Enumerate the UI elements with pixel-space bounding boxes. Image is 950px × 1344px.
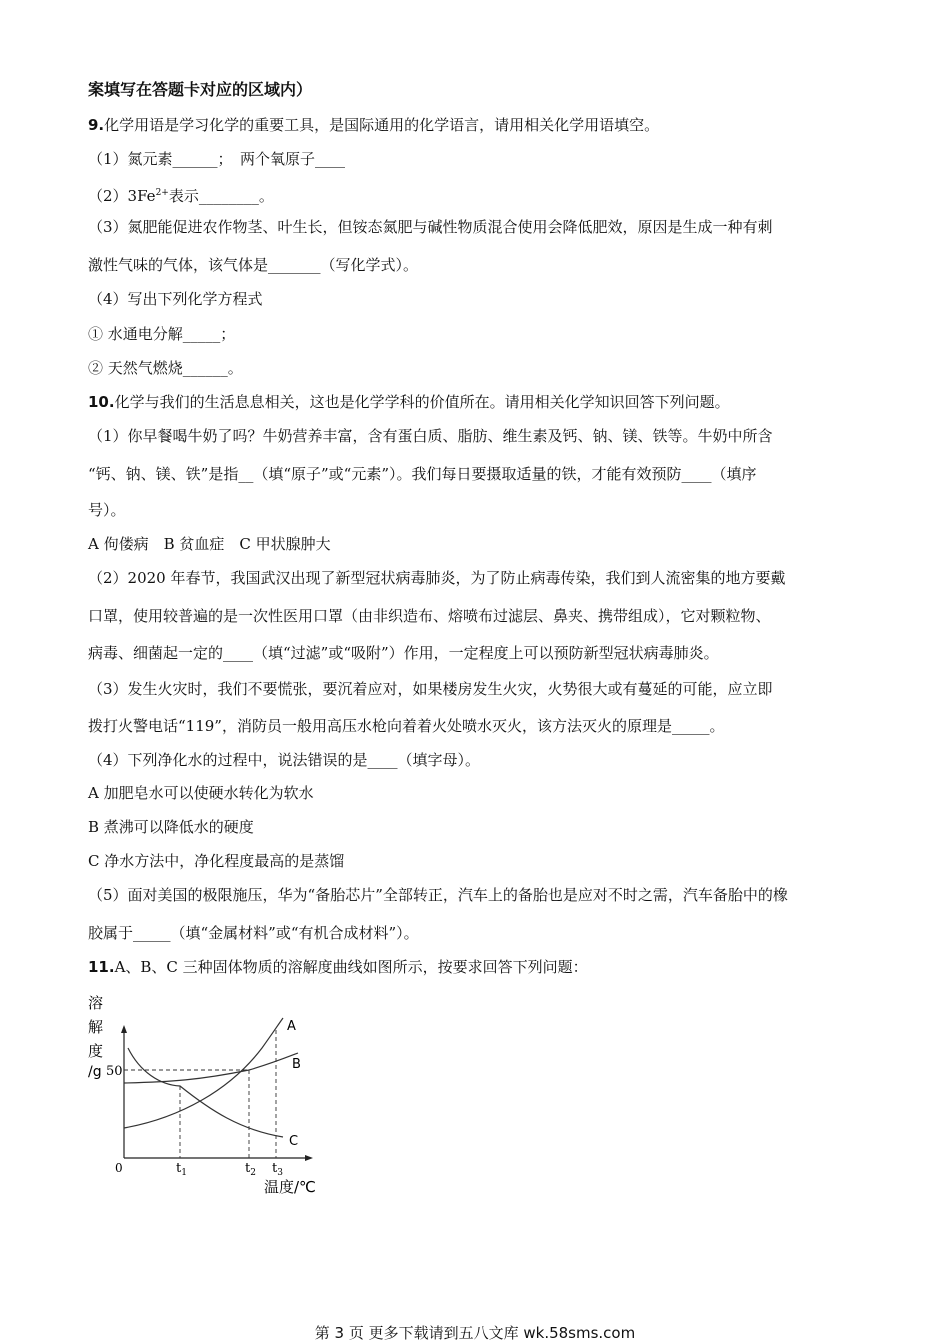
q9-part-2-prefix: （2）3Fe xyxy=(88,187,156,205)
question-11-stem xyxy=(88,957,878,977)
x-axis-arrow xyxy=(305,1155,313,1161)
question-number: 11. xyxy=(88,958,115,976)
question-text: 化学用语是学习化学的重要工具，是国际通用的化学语言，请用相关化学用语填空。 xyxy=(104,116,660,134)
q9-part-4-item-2: ② 天然气燃烧______。 xyxy=(88,359,243,377)
y-unit: /g xyxy=(88,1064,102,1080)
q10-part-4-option-a: A 加肥皂水可以使硬水转化为软水 xyxy=(88,784,314,802)
q10-part-5-line-1: （5）面对美国的极限施压，华为“备胎芯片”全部转正，汽车上的备胎也是应对不时之需，汽车备胎中的橡 xyxy=(88,886,788,904)
q9-part-4-item-1: ① 水通电分解_____； xyxy=(88,325,236,343)
x-axis-label: 温度/℃ xyxy=(264,1178,316,1196)
q9-part-1: （1）氮元素______； 两个氧原子____ xyxy=(88,150,346,168)
question-text: A、B、C 三种固体物质的溶解度曲线如图所示，按要求回答下列问题： xyxy=(114,958,588,976)
y-label-char-3: 度 xyxy=(88,1042,104,1060)
q10-part-5-line-2: 胶属于_____（填“金属材料”或“有机合成材料”）。 xyxy=(88,924,419,942)
q9-part-3-line-2: 激性气味的气体，该气体是_______（写化学式）。 xyxy=(88,256,419,274)
y-tick-50: 50 xyxy=(106,1064,123,1079)
q10-part-2-line-3: 病毒、细菌起一定的____（填“过滤”或“吸附”）作用，一定程度上可以预防新型冠状病毒肺炎。 xyxy=(88,644,719,662)
question-10-stem xyxy=(88,392,878,412)
curve-b xyxy=(124,1053,298,1083)
origin-label: 0 xyxy=(115,1161,123,1175)
question-9-stem xyxy=(88,115,878,135)
ion-charge: 2+ xyxy=(155,188,169,198)
question-text: 化学与我们的生活息息相关，这也是化学学科的价值所在。请用相关化学知识回答下列问题。 xyxy=(114,393,730,411)
curve-c xyxy=(128,1048,283,1137)
y-label-char-2: 解 xyxy=(88,1018,104,1036)
question-number: 9. xyxy=(88,116,105,134)
q10-part-4-option-b: B 煮沸可以降低水的硬度 xyxy=(88,818,254,836)
t2-letter: t xyxy=(245,1161,251,1176)
solubility-curve-figure xyxy=(80,990,340,1205)
q10-part-2-line-1: （2）2020 年春节，我国武汉出现了新型冠状病毒肺炎，为了防止病毒传染，我们到人流密集的地方要戴 xyxy=(88,569,786,587)
y-label-char-1: 溶 xyxy=(88,994,104,1012)
q10-part-1-options: A 佝偻病 B 贫血症 C 甲状腺肿大 xyxy=(88,535,331,553)
curve-c-label: C xyxy=(289,1134,299,1149)
q9-part-4: （4）写出下列化学方程式 xyxy=(88,290,263,308)
q10-part-4: （4）下列净化水的过程中，说法错误的是____（填字母）。 xyxy=(88,751,481,769)
t3-subscript: 3 xyxy=(277,1168,283,1178)
section-header: 案填写在答题卡对应的区域内） xyxy=(88,80,313,99)
q10-part-2-line-2: 口罩，使用较普遍的是一次性医用口罩（由非织造布、熔喷布过滤层、鼻夹、携带组成），它对颗粒物、 xyxy=(88,607,771,625)
t1-letter: t xyxy=(176,1161,182,1176)
q10-part-3-line-1: （3）发生火灾时，我们不要慌张，要沉着应对，如果楼房发生火灾，火势很大或有蔓延的可能，应立即 xyxy=(88,680,773,698)
q9-part-2-suffix: 表示________。 xyxy=(168,187,274,205)
q10-part-3-line-2: 拨打火警电话“119”，消防员一般用高压水枪向着着火处喷水灭火，该方法灭火的原理是_____。 xyxy=(88,717,725,735)
q10-part-1-line-2: “钙、钠、镁、铁”是指__（填“原子”或“元素”）。我们每日要摄取适量的铁，才能有效预防____（填序 xyxy=(88,465,757,483)
question-number: 10. xyxy=(88,393,115,411)
q9-part-3-line-1: （3）氮肥能促进农作物茎、叶生长，但铵态氮肥与碱性物质混合使用会降低肥效，原因是生成一种有刺 xyxy=(88,218,773,236)
y-axis-arrow xyxy=(121,1025,127,1033)
x-tick-t3 xyxy=(272,1161,283,1178)
x-tick-t2 xyxy=(245,1161,256,1178)
q10-part-4-option-c: C 净水方法中，净化程度最高的是蒸馏 xyxy=(88,852,345,870)
t2-subscript: 2 xyxy=(250,1168,256,1178)
q10-part-1-line-3: 号）。 xyxy=(88,501,126,519)
page-footer: 第 3 页 更多下载请到五八文库 wk.58sms.com xyxy=(314,1324,636,1342)
q10-part-1-line-1: （1）你早餐喝牛奶了吗？牛奶营养丰富，含有蛋白质、脂肪、维生素及钙、钠、镁、铁等。牛奶中所含 xyxy=(88,427,773,445)
t3-letter: t xyxy=(272,1161,278,1176)
x-tick-t1 xyxy=(176,1161,187,1178)
curve-a-label: A xyxy=(287,1019,296,1034)
t1-subscript: 1 xyxy=(181,1168,187,1178)
q9-part-2 xyxy=(88,183,878,206)
curve-b-label: B xyxy=(292,1057,301,1072)
